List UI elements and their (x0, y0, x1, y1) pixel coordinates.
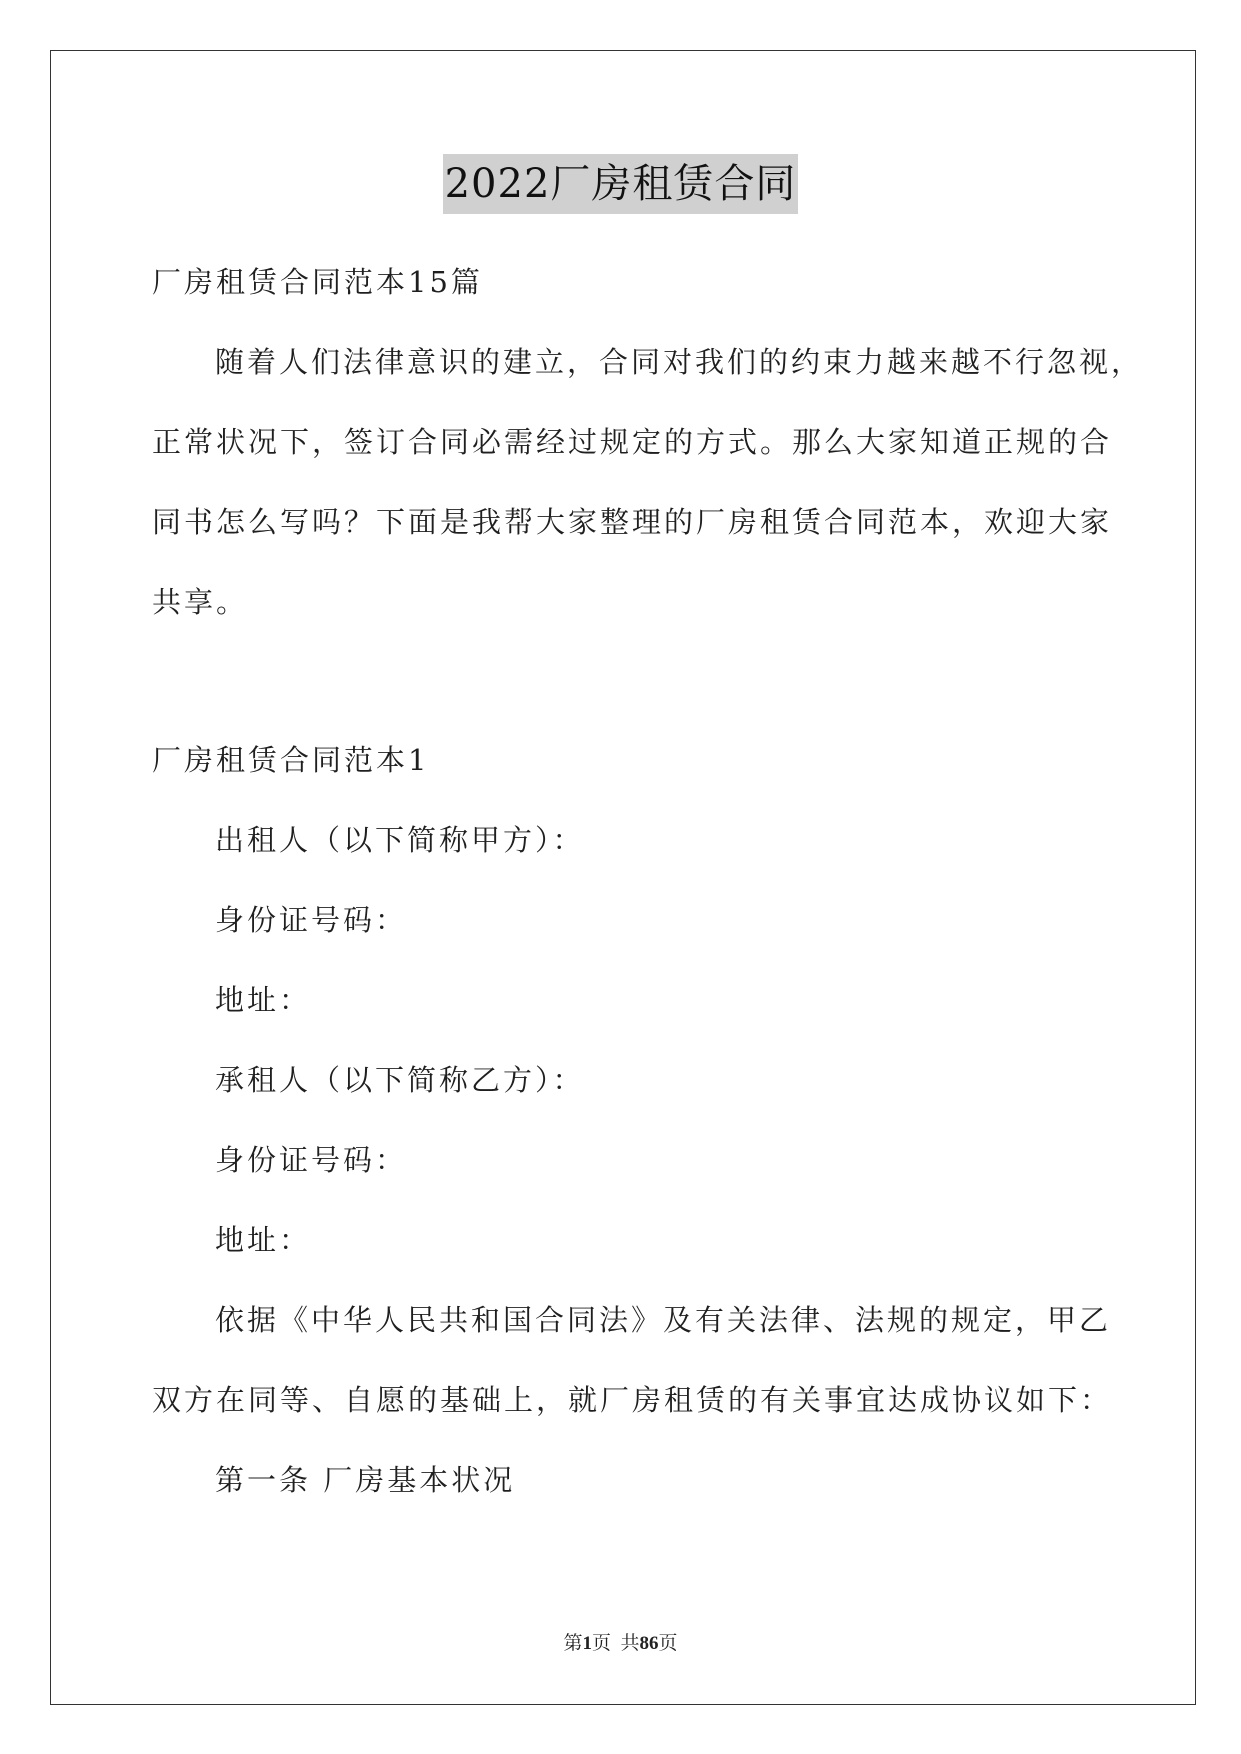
page-footer (0, 1628, 1241, 1655)
lessee-id-label: 身份证号码： (215, 1143, 408, 1177)
footer-page-total: 86 (639, 1633, 659, 1654)
intro-line-2: 正常状况下，签订合同必需经过规定的方式。那么大家知道正规的合 (152, 425, 1113, 459)
lessee-label: 承租人（以下简称乙方）： (215, 1063, 585, 1097)
intro-line-1: 随着人们法律意识的建立，合同对我们的约束力越来越不行忽视， (215, 345, 1144, 379)
lessor-label: 出租人（以下简称甲方）： (215, 823, 585, 857)
lessor-id-label: 身份证号码： (215, 903, 408, 937)
lessor-address-label: 地址： (215, 983, 312, 1017)
document-title: 2022厂房租赁合同 (443, 154, 799, 214)
footer-prefix: 第 (563, 1633, 583, 1654)
footer-page-number: 1 (582, 1633, 592, 1654)
intro-line-4: 共享。 (152, 585, 249, 619)
basis-line-2: 双方在同等、自愿的基础上，就厂房租赁的有关事宜达成协议如下： (152, 1383, 1113, 1417)
footer-mid: 页 共 (591, 1633, 640, 1654)
article-one-heading: 第一条 厂房基本状况 (215, 1463, 516, 1497)
lessee-address-label: 地址： (215, 1223, 312, 1257)
basis-line-1: 依据《中华人民共和国合同法》及有关法律、法规的规定，甲乙 (215, 1303, 1112, 1337)
footer-suffix: 页 (658, 1633, 678, 1654)
intro-line-3: 同书怎么写吗？下面是我帮大家整理的厂房租赁合同范本，欢迎大家 (152, 505, 1113, 539)
section-heading: 厂房租赁合同范本1 (152, 743, 430, 777)
document-subtitle: 厂房租赁合同范本15篇 (152, 265, 483, 299)
title-container (0, 154, 1241, 214)
